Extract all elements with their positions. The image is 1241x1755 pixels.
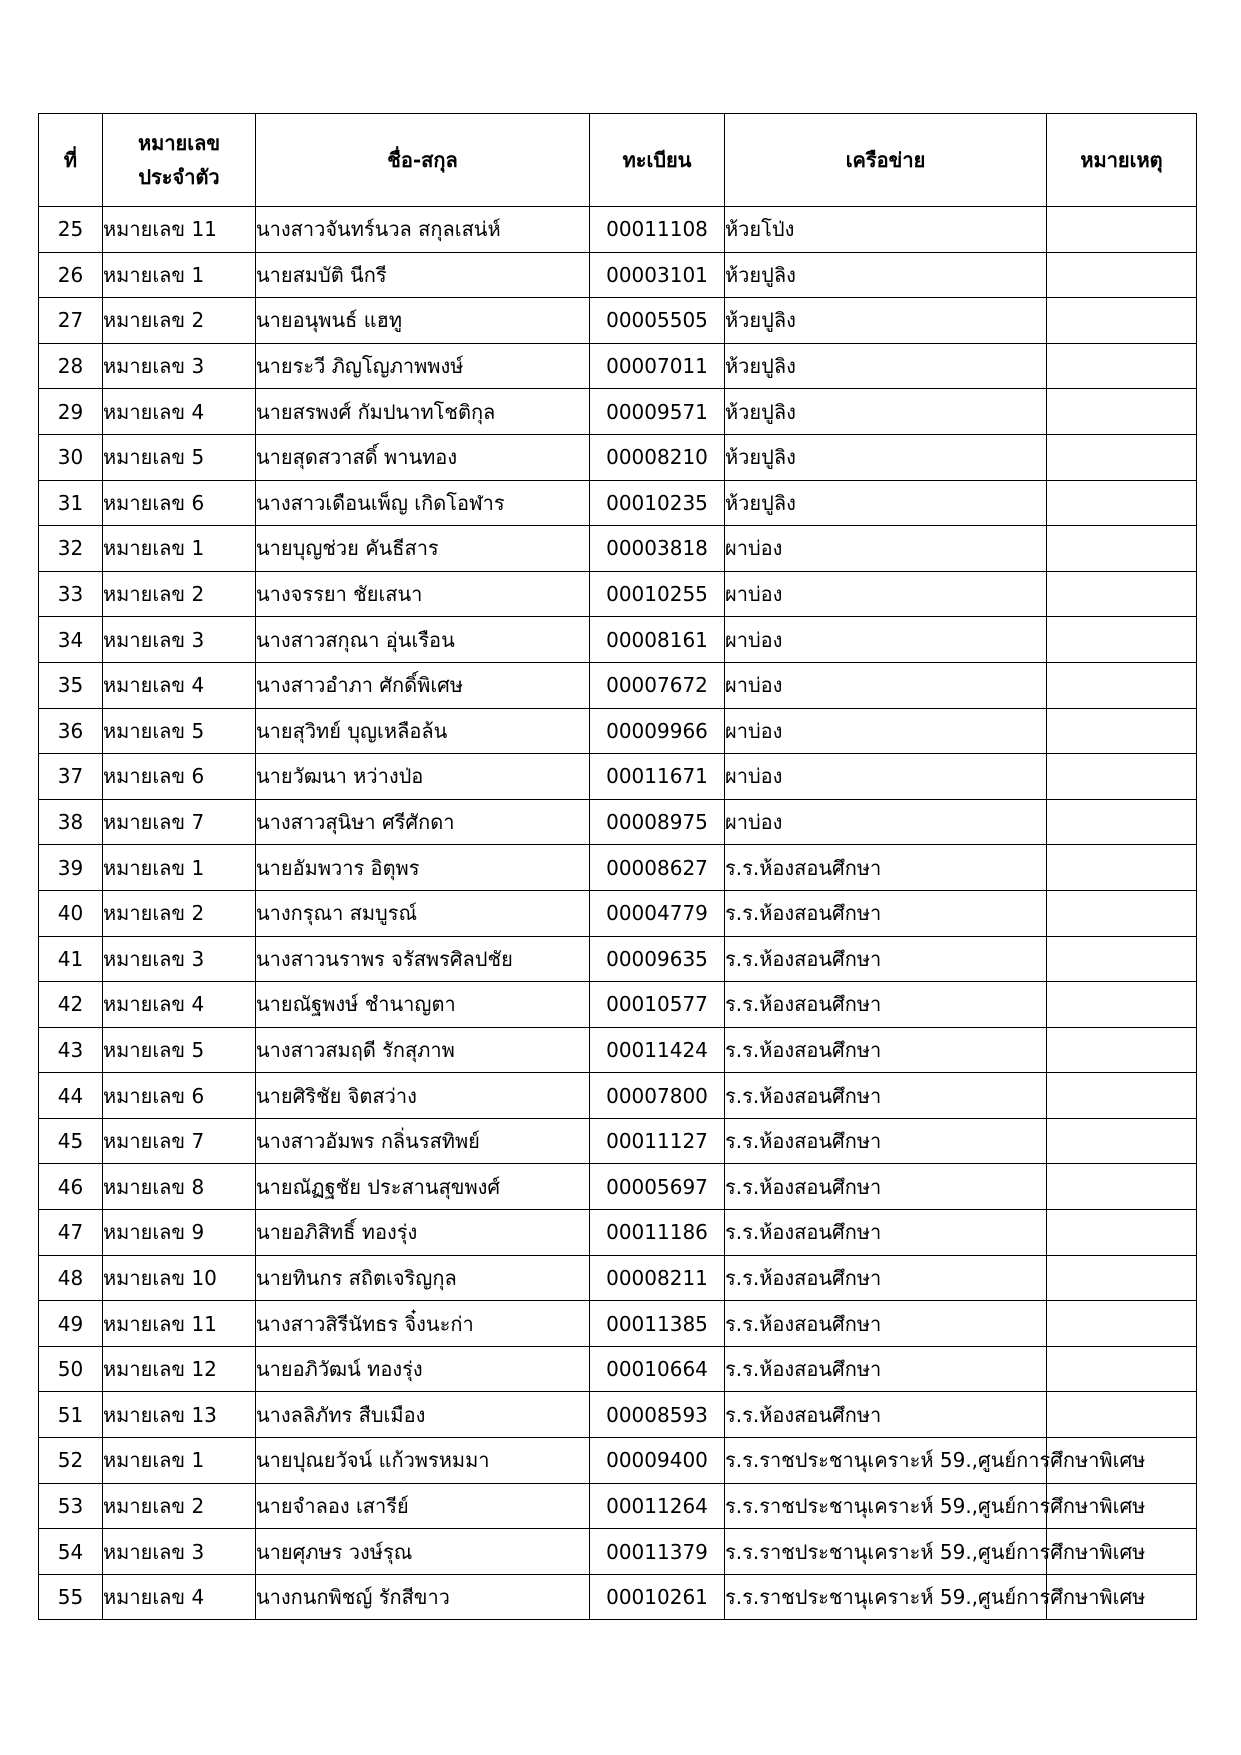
table-row — [39, 1483, 1197, 1529]
table-row — [39, 1118, 1197, 1164]
cell-remark — [1047, 1118, 1197, 1164]
cell-name: นายศุภษร วงษ์รุณ — [256, 1529, 590, 1575]
cell-remark — [1047, 1255, 1197, 1301]
cell-network: ร.ร.ราชประชานุเคราะห์ 59.,ศูนย์การศึกษาพิเศษ — [725, 1438, 1047, 1484]
cell-network: ร.ร.ห้องสอนศึกษา — [725, 982, 1047, 1028]
cell-id: หมายเลข 9 — [103, 1210, 256, 1256]
cell-reg: 00011424 — [590, 1027, 725, 1073]
table-row — [39, 1027, 1197, 1073]
cell-reg: 00011671 — [590, 754, 725, 800]
cell-remark — [1047, 662, 1197, 708]
cell-reg: 00009966 — [590, 708, 725, 754]
cell-remark — [1047, 480, 1197, 526]
header-id — [103, 114, 256, 207]
table-row — [39, 1392, 1197, 1438]
cell-no: 43 — [39, 1027, 103, 1073]
cell-id: หมายเลข 3 — [103, 936, 256, 982]
table-row — [39, 298, 1197, 344]
cell-network: ร.ร.ห้องสอนศึกษา — [725, 1073, 1047, 1119]
cell-remark — [1047, 1027, 1197, 1073]
cell-name: นายอัมพวาร อิตุพร — [256, 845, 590, 891]
cell-network: ห้วยปูลิง — [725, 298, 1047, 344]
cell-name: นายสุวิทย์ บุญเหลือล้น — [256, 708, 590, 754]
roster-table — [38, 113, 1197, 1620]
cell-id: หมายเลข 11 — [103, 207, 256, 253]
cell-id: หมายเลข 4 — [103, 982, 256, 1028]
cell-name: นายวัฒนา หว่างป่อ — [256, 754, 590, 800]
cell-network: ห้วยปูลิง — [725, 343, 1047, 389]
cell-name: นางจรรยา ชัยเสนา — [256, 571, 590, 617]
cell-reg: 00003818 — [590, 526, 725, 572]
table-row — [39, 936, 1197, 982]
cell-network: ร.ร.ห้องสอนศึกษา — [725, 890, 1047, 936]
cell-reg: 00009635 — [590, 936, 725, 982]
cell-no: 36 — [39, 708, 103, 754]
cell-remark — [1047, 526, 1197, 572]
cell-id: หมายเลข 3 — [103, 1529, 256, 1575]
cell-no: 31 — [39, 480, 103, 526]
cell-remark — [1047, 617, 1197, 663]
cell-network: ร.ร.ห้องสอนศึกษา — [725, 1392, 1047, 1438]
cell-id: หมายเลข 1 — [103, 526, 256, 572]
cell-id: หมายเลข 5 — [103, 434, 256, 480]
cell-network: ร.ร.ห้องสอนศึกษา — [725, 1164, 1047, 1210]
cell-no: 48 — [39, 1255, 103, 1301]
cell-reg: 00008211 — [590, 1255, 725, 1301]
cell-name: นางสาวอำภา ศักดิ์พิเศษ — [256, 662, 590, 708]
cell-id: หมายเลข 2 — [103, 571, 256, 617]
cell-name: นางกนกพิชญ์ รักสีขาว — [256, 1574, 590, 1620]
cell-reg: 00008161 — [590, 617, 725, 663]
cell-name: นายณัฐพงษ์ ชำนาญตา — [256, 982, 590, 1028]
table-row — [39, 207, 1197, 253]
cell-no: 55 — [39, 1574, 103, 1620]
header-reg: ทะเบียน — [590, 114, 725, 207]
cell-id: หมายเลข 1 — [103, 252, 256, 298]
cell-reg: 00003101 — [590, 252, 725, 298]
cell-reg: 00008975 — [590, 799, 725, 845]
table-row — [39, 571, 1197, 617]
cell-id: หมายเลข 2 — [103, 890, 256, 936]
cell-network: ร.ร.ราชประชานุเคราะห์ 59.,ศูนย์การศึกษาพิเศษ — [725, 1574, 1047, 1620]
table-row — [39, 1073, 1197, 1119]
cell-name: นายปุณยวัจน์ แก้วพรหมมา — [256, 1438, 590, 1484]
cell-no: 44 — [39, 1073, 103, 1119]
cell-no: 26 — [39, 252, 103, 298]
cell-reg: 00010664 — [590, 1346, 725, 1392]
cell-no: 42 — [39, 982, 103, 1028]
table-row — [39, 480, 1197, 526]
table-row — [39, 1301, 1197, 1347]
cell-id: หมายเลข 2 — [103, 298, 256, 344]
cell-reg: 00011385 — [590, 1301, 725, 1347]
cell-name: นางสาวสมฤดี รักสุภาพ — [256, 1027, 590, 1073]
cell-no: 45 — [39, 1118, 103, 1164]
table-row — [39, 662, 1197, 708]
cell-name: นายสรพงศ์ กัมปนาทโชติกุล — [256, 389, 590, 435]
table-row — [39, 982, 1197, 1028]
cell-network: ผาบ่อง — [725, 662, 1047, 708]
cell-reg: 00008593 — [590, 1392, 725, 1438]
cell-reg: 00011186 — [590, 1210, 725, 1256]
table-row — [39, 754, 1197, 800]
cell-id: หมายเลข 8 — [103, 1164, 256, 1210]
cell-remark — [1047, 1346, 1197, 1392]
table-row — [39, 343, 1197, 389]
table-row — [39, 526, 1197, 572]
cell-id: หมายเลข 6 — [103, 754, 256, 800]
cell-name: นางสาวสุนิษา ศรีศักดา — [256, 799, 590, 845]
cell-name: นายระวี ภิญโญภาพพงษ์ — [256, 343, 590, 389]
table-row — [39, 617, 1197, 663]
cell-name: นางลลิภัทร สืบเมือง — [256, 1392, 590, 1438]
cell-network: ร.ร.ห้องสอนศึกษา — [725, 1118, 1047, 1164]
cell-id: หมายเลข 1 — [103, 845, 256, 891]
table-row — [39, 1210, 1197, 1256]
cell-remark — [1047, 1210, 1197, 1256]
cell-id: หมายเลข 12 — [103, 1346, 256, 1392]
cell-network: ผาบ่อง — [725, 799, 1047, 845]
cell-id: หมายเลข 5 — [103, 708, 256, 754]
cell-remark — [1047, 936, 1197, 982]
cell-remark — [1047, 754, 1197, 800]
cell-id: หมายเลข 13 — [103, 1392, 256, 1438]
table-row — [39, 890, 1197, 936]
cell-remark — [1047, 1073, 1197, 1119]
cell-no: 37 — [39, 754, 103, 800]
cell-network: ห้วยโป่ง — [725, 207, 1047, 253]
cell-remark — [1047, 207, 1197, 253]
table-row — [39, 1529, 1197, 1575]
cell-id: หมายเลข 3 — [103, 617, 256, 663]
cell-id: หมายเลข 4 — [103, 662, 256, 708]
cell-no: 34 — [39, 617, 103, 663]
header-row — [39, 114, 1197, 207]
cell-network: ผาบ่อง — [725, 708, 1047, 754]
cell-remark — [1047, 890, 1197, 936]
cell-reg: 00008210 — [590, 434, 725, 480]
table-row — [39, 845, 1197, 891]
cell-network: ร.ร.ห้องสอนศึกษา — [725, 936, 1047, 982]
cell-no: 30 — [39, 434, 103, 480]
cell-id: หมายเลข 5 — [103, 1027, 256, 1073]
cell-id: หมายเลข 6 — [103, 1073, 256, 1119]
cell-network: ร.ร.ห้องสอนศึกษา — [725, 1346, 1047, 1392]
cell-name: นายบุญช่วย คันธีสาร — [256, 526, 590, 572]
cell-no: 39 — [39, 845, 103, 891]
cell-id: หมายเลข 7 — [103, 799, 256, 845]
cell-network: ห้วยปูลิง — [725, 252, 1047, 298]
table-row — [39, 1164, 1197, 1210]
cell-reg: 00004779 — [590, 890, 725, 936]
table-row — [39, 252, 1197, 298]
cell-network: ห้วยปูลิง — [725, 480, 1047, 526]
cell-reg: 00011379 — [590, 1529, 725, 1575]
cell-network: ห้วยปูลิง — [725, 389, 1047, 435]
cell-reg: 00007011 — [590, 343, 725, 389]
cell-no: 38 — [39, 799, 103, 845]
cell-id: หมายเลข 10 — [103, 1255, 256, 1301]
cell-no: 54 — [39, 1529, 103, 1575]
cell-name: นายสุดสวาสดิ์ พานทอง — [256, 434, 590, 480]
header-network: เครือข่าย — [725, 114, 1047, 207]
cell-network: ผาบ่อง — [725, 754, 1047, 800]
table-row — [39, 1438, 1197, 1484]
cell-no: 52 — [39, 1438, 103, 1484]
cell-id: หมายเลข 2 — [103, 1483, 256, 1529]
cell-remark — [1047, 799, 1197, 845]
cell-name: นายณัฏฐชัย ประสานสุขพงศ์ — [256, 1164, 590, 1210]
cell-remark — [1047, 845, 1197, 891]
cell-name: นายสมบัติ นีกรี — [256, 252, 590, 298]
cell-network: ผาบ่อง — [725, 526, 1047, 572]
cell-no: 49 — [39, 1301, 103, 1347]
cell-reg: 00007672 — [590, 662, 725, 708]
cell-reg: 00009571 — [590, 389, 725, 435]
cell-id: หมายเลข 4 — [103, 389, 256, 435]
cell-no: 53 — [39, 1483, 103, 1529]
cell-network: ร.ร.ห้องสอนศึกษา — [725, 1255, 1047, 1301]
cell-no: 35 — [39, 662, 103, 708]
cell-name: นายอภิสิทธิ์ ทองรุ่ง — [256, 1210, 590, 1256]
cell-reg: 00005505 — [590, 298, 725, 344]
cell-no: 33 — [39, 571, 103, 617]
cell-remark — [1047, 982, 1197, 1028]
cell-name: นายอภิวัฒน์ ทองรุ่ง — [256, 1346, 590, 1392]
header-no: ที่ — [39, 114, 103, 207]
cell-name: นางกรุณา สมบูรณ์ — [256, 890, 590, 936]
cell-no: 27 — [39, 298, 103, 344]
cell-name: นายจำลอง เสารีย์ — [256, 1483, 590, 1529]
cell-id: หมายเลข 3 — [103, 343, 256, 389]
table-row — [39, 1255, 1197, 1301]
cell-network: ผาบ่อง — [725, 617, 1047, 663]
cell-remark — [1047, 708, 1197, 754]
cell-name: นางสาวสกุณา อุ่นเรือน — [256, 617, 590, 663]
cell-no: 50 — [39, 1346, 103, 1392]
cell-remark — [1047, 571, 1197, 617]
header-name: ชื่อ-สกุล — [256, 114, 590, 207]
cell-no: 47 — [39, 1210, 103, 1256]
cell-network: ร.ร.ห้องสอนศึกษา — [725, 1301, 1047, 1347]
cell-remark — [1047, 1164, 1197, 1210]
table-row — [39, 1346, 1197, 1392]
table-row — [39, 389, 1197, 435]
cell-name: นายอนุพนธ์ แฮทู — [256, 298, 590, 344]
cell-reg: 00010577 — [590, 982, 725, 1028]
cell-reg: 00011127 — [590, 1118, 725, 1164]
cell-no: 32 — [39, 526, 103, 572]
cell-network: ร.ร.ห้องสอนศึกษา — [725, 1027, 1047, 1073]
cell-reg: 00008627 — [590, 845, 725, 891]
cell-reg: 00011108 — [590, 207, 725, 253]
cell-network: ผาบ่อง — [725, 571, 1047, 617]
table-row — [39, 708, 1197, 754]
cell-name: นางสาวอัมพร กลิ่นรสทิพย์ — [256, 1118, 590, 1164]
cell-id: หมายเลข 4 — [103, 1574, 256, 1620]
cell-remark — [1047, 252, 1197, 298]
cell-network: ห้วยปูลิง — [725, 434, 1047, 480]
cell-remark — [1047, 343, 1197, 389]
cell-remark — [1047, 1301, 1197, 1347]
cell-id: หมายเลข 7 — [103, 1118, 256, 1164]
cell-reg: 00010261 — [590, 1574, 725, 1620]
cell-no: 25 — [39, 207, 103, 253]
cell-no: 28 — [39, 343, 103, 389]
cell-no: 40 — [39, 890, 103, 936]
cell-reg: 00011264 — [590, 1483, 725, 1529]
cell-reg: 00007800 — [590, 1073, 725, 1119]
cell-reg: 00010235 — [590, 480, 725, 526]
cell-network: ร.ร.ห้องสอนศึกษา — [725, 845, 1047, 891]
header-remark: หมายเหตุ — [1047, 114, 1197, 207]
cell-name: นายศิริชัย จิตสว่าง — [256, 1073, 590, 1119]
cell-reg: 00005697 — [590, 1164, 725, 1210]
cell-id: หมายเลข 1 — [103, 1438, 256, 1484]
cell-remark — [1047, 389, 1197, 435]
cell-network: ร.ร.ห้องสอนศึกษา — [725, 1210, 1047, 1256]
table-row — [39, 434, 1197, 480]
cell-name: นางสาวจันทร์นวล สกุลเสน่ห์ — [256, 207, 590, 253]
cell-no: 46 — [39, 1164, 103, 1210]
cell-name: นายทินกร สถิตเจริญกุล — [256, 1255, 590, 1301]
header-id-line2: ประจำตัว — [138, 165, 220, 189]
cell-id: หมายเลข 11 — [103, 1301, 256, 1347]
cell-name: นางสาวนราพร จรัสพรศิลปชัย — [256, 936, 590, 982]
cell-reg: 00009400 — [590, 1438, 725, 1484]
table-row — [39, 799, 1197, 845]
cell-remark — [1047, 434, 1197, 480]
cell-network: ร.ร.ราชประชานุเคราะห์ 59.,ศูนย์การศึกษาพิเศษ — [725, 1529, 1047, 1575]
cell-network: ร.ร.ราชประชานุเคราะห์ 59.,ศูนย์การศึกษาพิเศษ — [725, 1483, 1047, 1529]
cell-name: นางสาวสิรีนัทธร จิ๋งนะก่า — [256, 1301, 590, 1347]
cell-remark — [1047, 1392, 1197, 1438]
cell-id: หมายเลข 6 — [103, 480, 256, 526]
table-row — [39, 1574, 1197, 1620]
cell-no: 29 — [39, 389, 103, 435]
cell-reg: 00010255 — [590, 571, 725, 617]
header-id-line1: หมายเลข — [137, 131, 221, 155]
cell-no: 41 — [39, 936, 103, 982]
cell-no: 51 — [39, 1392, 103, 1438]
cell-name: นางสาวเดือนเพ็ญ เกิดโอฬาร — [256, 480, 590, 526]
cell-remark — [1047, 298, 1197, 344]
